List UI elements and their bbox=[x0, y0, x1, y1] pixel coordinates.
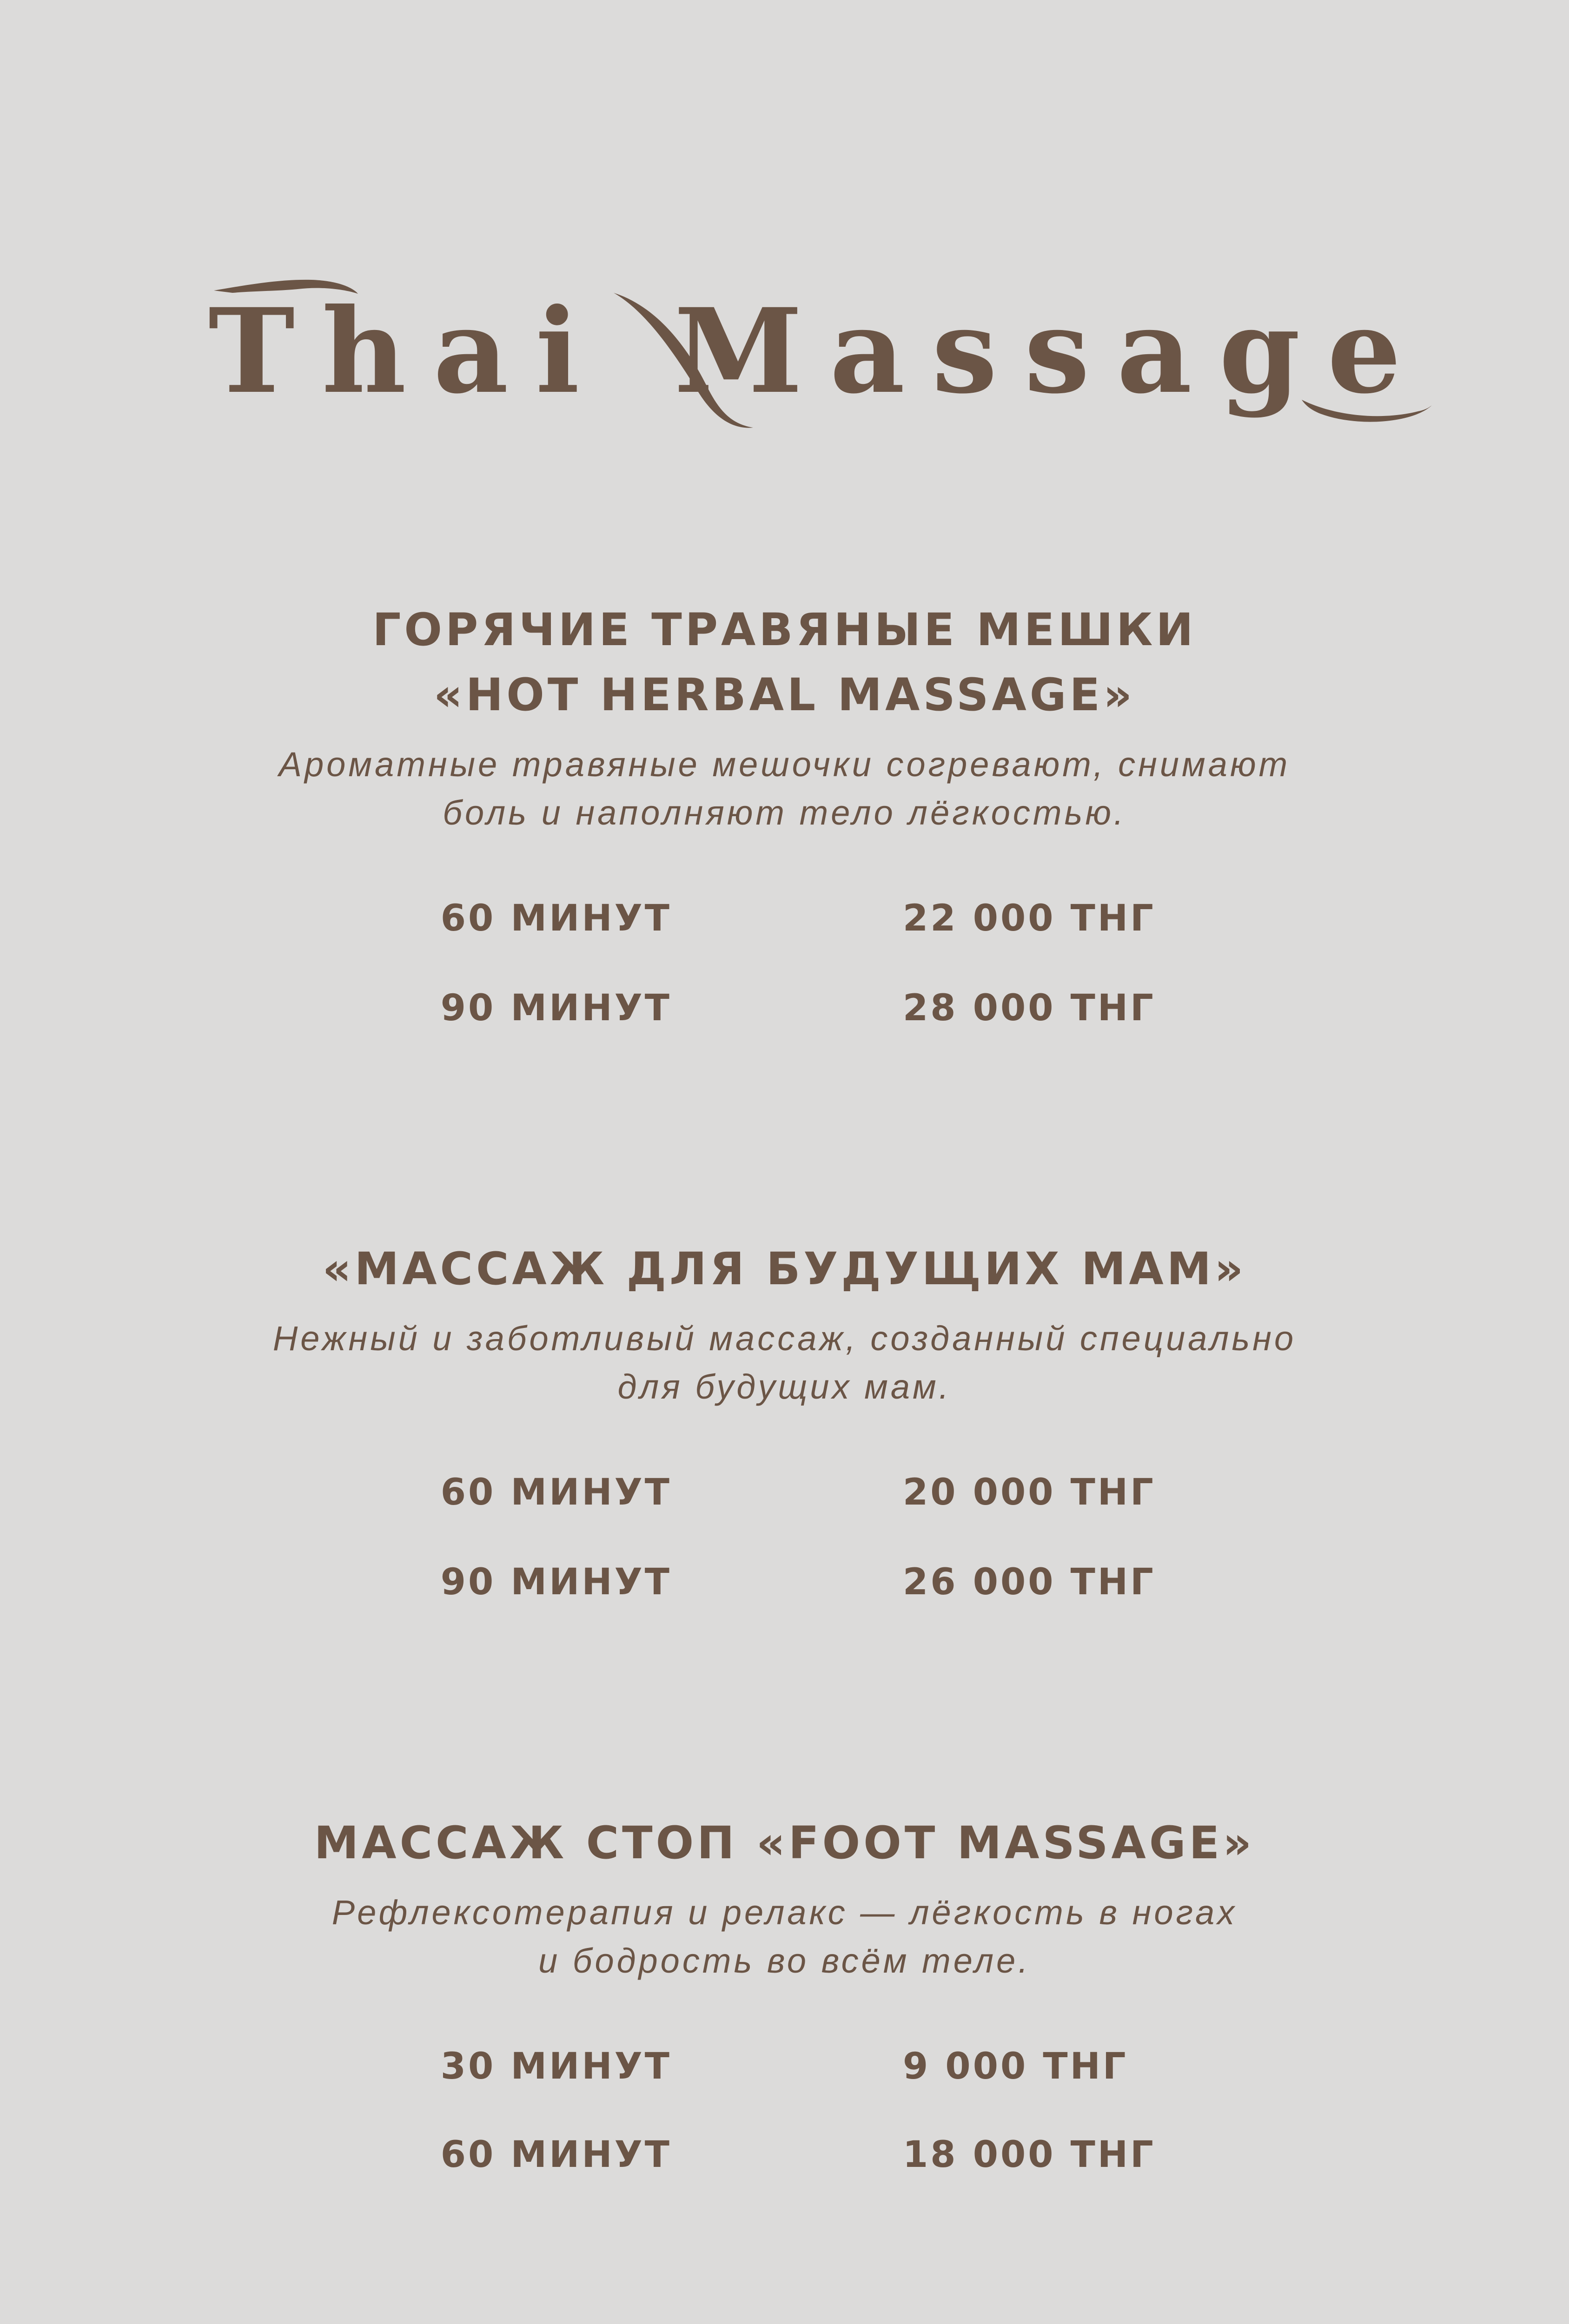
duration: 60 МИНУТ bbox=[440, 1472, 672, 1513]
price-row bbox=[0, 1561, 1569, 1617]
price: 28 000 ТНГ bbox=[903, 987, 1156, 1029]
duration: 90 МИНУТ bbox=[440, 987, 672, 1029]
duration: 90 МИНУТ bbox=[440, 1561, 672, 1603]
section-description-line: для будущих мам. bbox=[617, 1367, 952, 1406]
section-description-line: Ароматные травяные мешочки согревают, снимают bbox=[278, 745, 1291, 784]
title-text: Thai Massage bbox=[208, 283, 1428, 419]
section-hot-herbal bbox=[0, 597, 1569, 1029]
price: 20 000 ТНГ bbox=[903, 1472, 1156, 1513]
price: 18 000 ТНГ bbox=[903, 2134, 1156, 2176]
price: 9 000 ТНГ bbox=[903, 2046, 1128, 2087]
section-title: «МАССАЖ ДЛЯ БУДУЩИХ МАМ» bbox=[322, 1243, 1247, 1295]
price-row bbox=[0, 2046, 1569, 2101]
section-pregnancy bbox=[0, 1236, 1569, 1603]
price-row bbox=[0, 2134, 1569, 2190]
duration: 30 МИНУТ bbox=[440, 2046, 672, 2087]
section-description-line: Нежный и заботливый массаж, созданный специально bbox=[272, 1319, 1297, 1358]
duration: 60 МИНУТ bbox=[440, 898, 672, 939]
price: 22 000 ТНГ bbox=[903, 898, 1156, 939]
section-description-line: боль и наполняют тело лёгкостью. bbox=[443, 793, 1126, 832]
section-foot-massage bbox=[0, 1810, 1569, 2176]
price-row bbox=[0, 898, 1569, 953]
section-description-line: и бодрость во всём теле. bbox=[538, 1941, 1031, 1980]
section-title: МАССАЖ СТОП «FOOT MASSAGE» bbox=[314, 1817, 1255, 1869]
price-row bbox=[0, 987, 1569, 1043]
page-title bbox=[205, 260, 1432, 437]
price-row bbox=[0, 1472, 1569, 1527]
section-description-line: Рефлексотерапия и релакс — лёгкость в ногах bbox=[331, 1893, 1238, 1932]
duration: 60 МИНУТ bbox=[440, 2134, 672, 2176]
section-title: ГОРЯЧИЕ ТРАВЯНЫЕ МЕШКИ bbox=[372, 604, 1197, 656]
price: 26 000 ТНГ bbox=[903, 1561, 1156, 1603]
section-subtitle: «HOT HERBAL MASSAGE» bbox=[433, 669, 1136, 721]
